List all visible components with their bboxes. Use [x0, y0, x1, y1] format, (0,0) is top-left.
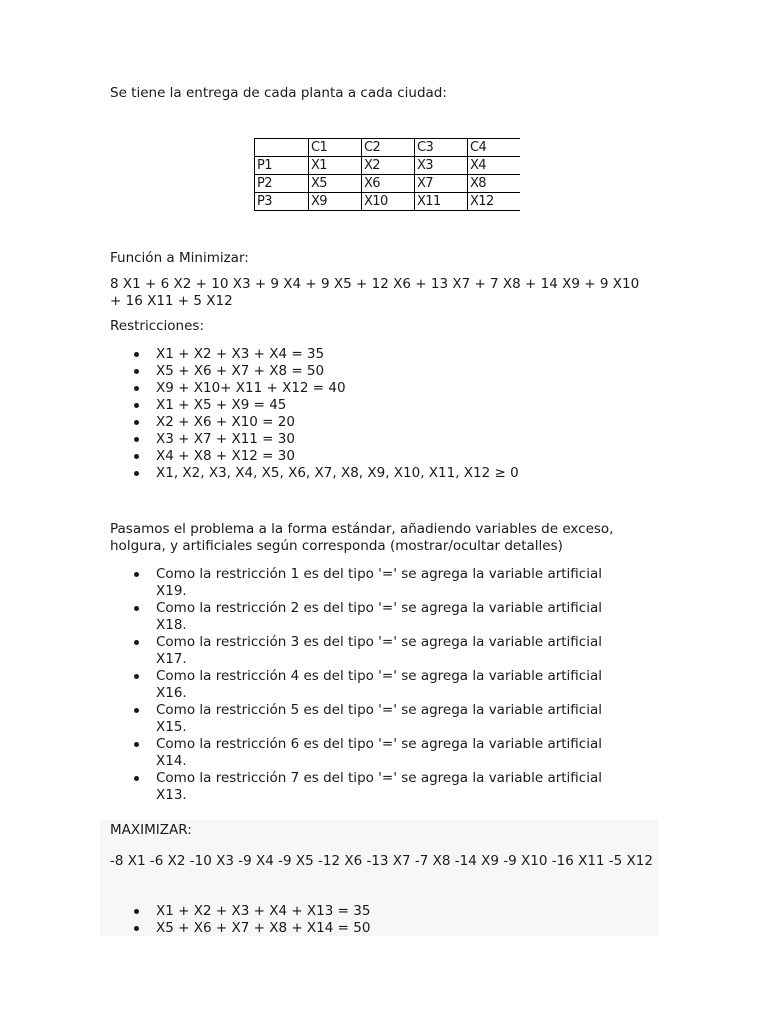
maximize-heading: MAXIMIZAR: — [110, 822, 192, 838]
table-cell: X9 — [309, 193, 362, 211]
table-cell: X10 — [362, 193, 415, 211]
table-cell: X8 — [468, 175, 521, 193]
table-cell: C1 — [309, 139, 362, 157]
list-item: Como la restricción 1 es del tipo '=' se agrega la variable artificial X19. — [110, 566, 630, 600]
table-cell: X2 — [362, 157, 415, 175]
list-item: Como la restricción 7 es del tipo '=' se agrega la variable artificial X13. — [110, 770, 630, 804]
list-item: X5 + X6 + X7 + X8 = 50 — [110, 363, 519, 380]
list-item: X1 + X5 + X9 = 45 — [110, 397, 519, 414]
list-item: X1 + X2 + X3 + X4 = 35 — [110, 346, 519, 363]
max-objective-function: -8 X1 -6 X2 -10 X3 -9 X4 -9 X5 -12 X6 -13 X7 -7 X8 -14 X9 -9 X10 -16 X11 -5 X12 — [110, 853, 653, 869]
minimize-heading: Función a Minimizar: — [110, 250, 249, 266]
table-cell: P1 — [255, 157, 309, 175]
standard-form-paragraph: Pasamos el problema a la forma estándar, añadiendo variables de exceso, holgura, y artificiales según corresponda (mostrar/ocultar detalles) — [110, 521, 614, 554]
constraints-list — [110, 346, 519, 482]
table-row — [255, 175, 521, 193]
max-constraints-list — [110, 903, 370, 937]
table-cell: C2 — [362, 139, 415, 157]
table-cell: C4 — [468, 139, 521, 157]
list-item: X1 + X2 + X3 + X4 + X13 = 35 — [110, 903, 370, 920]
list-item: X2 + X6 + X10 = 20 — [110, 414, 519, 431]
list-item: Como la restricción 6 es del tipo '=' se agrega la variable artificial X14. — [110, 736, 630, 770]
table-cell: X1 — [309, 157, 362, 175]
table-row — [255, 193, 521, 211]
list-item: X5 + X6 + X7 + X8 + X14 = 50 — [110, 920, 370, 937]
list-item: Como la restricción 2 es del tipo '=' se agrega la variable artificial X18. — [110, 600, 630, 634]
list-item: X3 + X7 + X11 = 30 — [110, 431, 519, 448]
list-item: X9 + X10+ X11 + X12 = 40 — [110, 380, 519, 397]
table-cell: X12 — [468, 193, 521, 211]
list-item: X1, X2, X3, X4, X5, X6, X7, X8, X9, X10, X11, X12 ≥ 0 — [110, 465, 519, 482]
list-item: X4 + X8 + X12 = 30 — [110, 448, 519, 465]
table-cell: X6 — [362, 175, 415, 193]
objective-function: 8 X1 + 6 X2 + 10 X3 + 9 X4 + 9 X5 + 12 X6 + 13 X7 + 7 X8 + 14 X9 + 9 X10 + 16 X11 + 5 X12 — [110, 276, 640, 309]
assignment-table — [254, 138, 520, 211]
list-item: Como la restricción 4 es del tipo '=' se agrega la variable artificial X16. — [110, 668, 630, 702]
list-item: Como la restricción 5 es del tipo '=' se agrega la variable artificial X15. — [110, 702, 630, 736]
table-cell: X5 — [309, 175, 362, 193]
table-row — [255, 157, 521, 175]
table-cell: X3 — [415, 157, 468, 175]
table-cell: P3 — [255, 193, 309, 211]
table-cell: X11 — [415, 193, 468, 211]
table-cell: C3 — [415, 139, 468, 157]
restrictions-heading: Restricciones: — [110, 318, 205, 334]
table-cell: X4 — [468, 157, 521, 175]
table-cell: X7 — [415, 175, 468, 193]
table-header-row — [255, 139, 521, 157]
table-cell: P2 — [255, 175, 309, 193]
artificial-variables-list — [110, 566, 630, 804]
table-cell — [255, 139, 309, 157]
list-item: Como la restricción 3 es del tipo '=' se agrega la variable artificial X17. — [110, 634, 630, 668]
intro-text: Se tiene la entrega de cada planta a cada ciudad: — [110, 85, 447, 101]
